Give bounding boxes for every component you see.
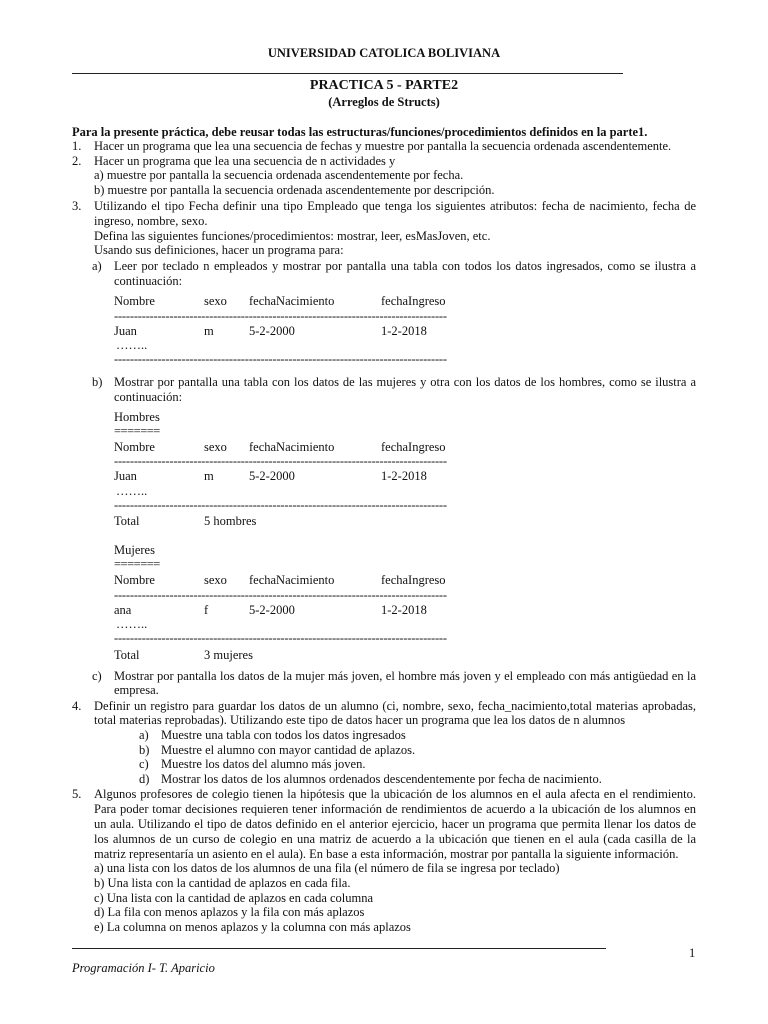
total-label: Total (114, 514, 140, 528)
item-3-line-2: ingreso, nombre, sexo. (94, 214, 208, 228)
item-3c-line-1: Mostrar por pantalla los datos de la mujer más joven, el hombre más joven y el empleado con más antigüedad en la (114, 669, 696, 683)
dash-divider: ------------------------------------------------------------------------------------ (114, 309, 447, 323)
item-4-line-1: Definir un registro para guardar los datos de un alumno (ci, nombre, sexo, fecha_nacimiento,total materias aprobadas, (94, 699, 696, 713)
item-4d-label: d) (139, 772, 150, 786)
total-label: Total (114, 648, 140, 662)
cell-nombre: Juan (114, 324, 137, 338)
item-4b-text: Muestre el alumno con mayor cantidad de aplazos. (161, 743, 416, 757)
col-header-nombre: Nombre (114, 440, 155, 454)
dash-divider: ------------------------------------------------------------------------------------ (114, 631, 447, 645)
table-hombres-title: Hombres (114, 410, 160, 424)
dash-divider: ------------------------------------------------------------------------------------ (114, 498, 447, 512)
item-3-line-3: Defina las siguientes funciones/procedimientos: mostrar, leer, esMasJoven, etc. (94, 229, 491, 243)
item-3c-label: c) (92, 669, 102, 683)
cell-fecha-nacimiento: 5-2-2000 (249, 603, 295, 617)
item-5-line-3: un aula. Utilizando el tipo de datos definido en el anterior ejercicio, hacer un programa que permita llenar los datos de (94, 817, 696, 831)
cell-fecha-ingreso: 1-2-2018 (381, 603, 427, 617)
item-4-number: 4. (72, 699, 82, 713)
item-2-sub-b: b) muestre por pantalla la secuencia ordenada ascendentemente por descripción. (94, 183, 495, 197)
item-1-number: 1. (72, 139, 82, 153)
col-header-sexo: sexo (204, 294, 227, 308)
dash-divider: ------------------------------------------------------------------------------------ (114, 352, 447, 366)
col-header-sexo: sexo (204, 440, 227, 454)
item-5-line-1: Algunos profesores de colegio tienen la hipótesis que la ubicación de los alumnos en el aula afecta en el rendimiento. (94, 787, 696, 801)
item-4d-text: Mostrar los datos de los alumnos ordenados descendentemente por fecha de nacimiento. (161, 772, 602, 786)
item-5-sub-c: c) Una lista con la cantidad de aplazos en cada columna (94, 891, 374, 905)
ellipsis: …….. (116, 484, 148, 498)
col-header-fecha-ingreso: fechaIngreso (381, 573, 446, 587)
cell-sexo: f (204, 603, 209, 617)
item-3a-label: a) (92, 259, 102, 273)
dash-divider: ------------------------------------------------------------------------------------ (114, 454, 447, 468)
col-header-sexo: sexo (204, 573, 227, 587)
item-4-line-2: total materias reprobadas). Utilizando este tipo de datos hacer un programa que lea los datos de n alumnos (94, 713, 626, 727)
col-header-nombre: Nombre (114, 573, 155, 587)
cell-fecha-nacimiento: 5-2-2000 (249, 469, 295, 483)
cell-sexo: m (204, 324, 214, 338)
cell-fecha-ingreso: 1-2-2018 (381, 469, 427, 483)
item-5-line-2: Para poder tomar decisiones requieren tener información de rendimientos de acuerdo a la ubicación de los alumnos en (94, 802, 696, 816)
intro-text: Para la presente práctica, debe reusar todas las estructuras/funciones/procedimientos definidos en la parte1. (72, 125, 648, 139)
table-mujeres-title: Mujeres (114, 543, 155, 557)
university-name: UNIVERSIDAD CATOLICA BOLIVIANA (267, 46, 501, 60)
item-4a-text: Muestre una tabla con todos los datos ingresados (161, 728, 406, 742)
item-3a-line-2: continuación: (114, 274, 183, 288)
ellipsis: …….. (116, 338, 148, 352)
col-header-nombre: Nombre (114, 294, 155, 308)
item-5-sub-e: e) La columna on menos aplazos y la columna con más aplazos (94, 920, 411, 934)
item-2-text: Hacer un programa que lea una secuencia de n actividades y (94, 154, 396, 168)
item-3-number: 3. (72, 199, 82, 213)
col-header-fecha-nacimiento: fechaNacimiento (249, 440, 335, 454)
item-3-line-4: Usando sus definiciones, hacer un programa para: (94, 243, 344, 257)
item-3a-line-1: Leer por teclado n empleados y mostrar por pantalla una tabla con todos los datos ingresados, como se ilustra a (114, 259, 696, 273)
ellipsis: …….. (116, 617, 148, 631)
item-3-line-1: Utilizando el tipo Fecha definir una tipo Empleado que tenga los siguientes atributos: fecha de nacimiento, fecha de (94, 199, 696, 213)
item-4c-text: Muestre los datos del alumno más joven. (161, 757, 366, 771)
item-3b-line-1: Mostrar por pantalla una tabla con los datos de las mujeres y otra con los datos de los hombres, como se ilustra a (114, 375, 696, 389)
item-3b-label: b) (92, 375, 103, 389)
item-5-sub-a: a) una lista con los datos de los alumnos de una fila (el número de fila se ingresa por teclado) (94, 861, 560, 875)
item-1-text: Hacer un programa que lea una secuencia de fechas y muestre por pantalla la secuencia ordenada ascendentemente. (94, 139, 672, 153)
total-value: 3 mujeres (204, 648, 253, 662)
cell-fecha-nacimiento: 5-2-2000 (249, 324, 295, 338)
dash-divider: ------------------------------------------------------------------------------------ (114, 588, 447, 602)
item-2-number: 2. (72, 154, 82, 168)
item-5-line-5: matriz representaría un asiento en el aula). En base a esta información, mostrar por pantalla la siguiente información. (94, 847, 679, 861)
cell-nombre: Juan (114, 469, 137, 483)
cell-fecha-ingreso: 1-2-2018 (381, 324, 427, 338)
footer-course: Programación I- T. Aparicio (72, 961, 215, 975)
col-header-fecha-ingreso: fechaIngreso (381, 440, 446, 454)
header-rule (72, 73, 623, 74)
page-number: 1 (689, 946, 696, 960)
practice-subtitle: (Arreglos de Structs) (328, 95, 440, 109)
practice-title: PRACTICA 5 - PARTE2 (309, 78, 459, 93)
item-3b-line-2: continuación: (114, 390, 183, 404)
item-5-sub-b: b) Una lista con la cantidad de aplazos en cada fila. (94, 876, 351, 890)
col-header-fecha-nacimiento: fechaNacimiento (249, 573, 335, 587)
col-header-fecha-ingreso: fechaIngreso (381, 294, 446, 308)
total-value: 5 hombres (204, 514, 257, 528)
item-4b-label: b) (139, 743, 150, 757)
col-header-fecha-nacimiento: fechaNacimiento (249, 294, 335, 308)
footer-rule (72, 948, 606, 949)
item-3c-line-2: empresa. (114, 683, 159, 697)
item-5-sub-d: d) La fila con menos aplazos y la fila con más aplazos (94, 905, 365, 919)
cell-sexo: m (204, 469, 214, 483)
item-4c-label: c) (139, 757, 149, 771)
item-5-line-4: los alumnos de un curso de colegio en una matriz de acuerdo a la ubicación que tienen en el aula (cada casilla de la (94, 832, 696, 846)
item-2-sub-a: a) muestre por pantalla la secuencia ordenada ascendentemente por fecha. (94, 168, 464, 182)
title-underline: ======= (114, 424, 160, 438)
item-5-number: 5. (72, 787, 82, 801)
cell-nombre: ana (114, 603, 132, 617)
item-4a-label: a) (139, 728, 149, 742)
title-underline: ======= (114, 557, 160, 571)
